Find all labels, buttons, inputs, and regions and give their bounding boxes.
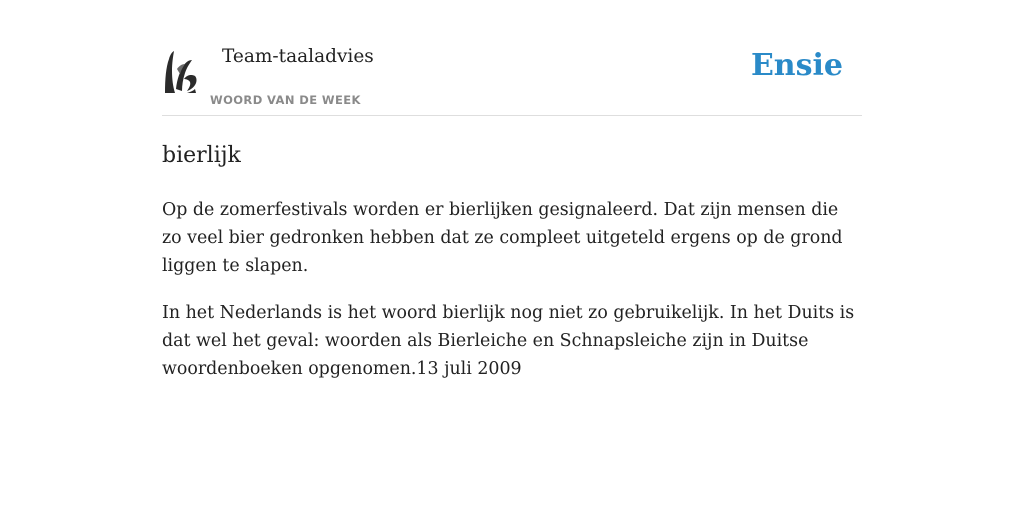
flemish-lion-logo-icon — [162, 49, 198, 95]
section-label: WOORD VAN DE WEEK — [210, 93, 361, 107]
article-paragraph: Op de zomerfestivals worden er bierlijken gesignaleerd. Dat zijn mensen die zo veel bier gedronken hebben dat ze compleet uitgeteld ergens op de grond liggen te slapen. — [162, 200, 843, 276]
organization-name: Team-taaladvies — [222, 46, 374, 67]
word-title: bierlijk — [162, 143, 241, 168]
card-header — [162, 38, 862, 116]
article-paragraph: In het Nederlands is het woord bierlijk nog niet zo gebruikelijk. In het Duits is dat wel het geval: woorden als Bierleiche en Schnapsleiche zijn in Duitse woordenboeken opgenomen.13 juli 2009 — [162, 303, 855, 379]
word-of-the-week-card — [162, 38, 862, 383]
ensie-brand-link[interactable]: Ensie — [750, 48, 843, 83]
